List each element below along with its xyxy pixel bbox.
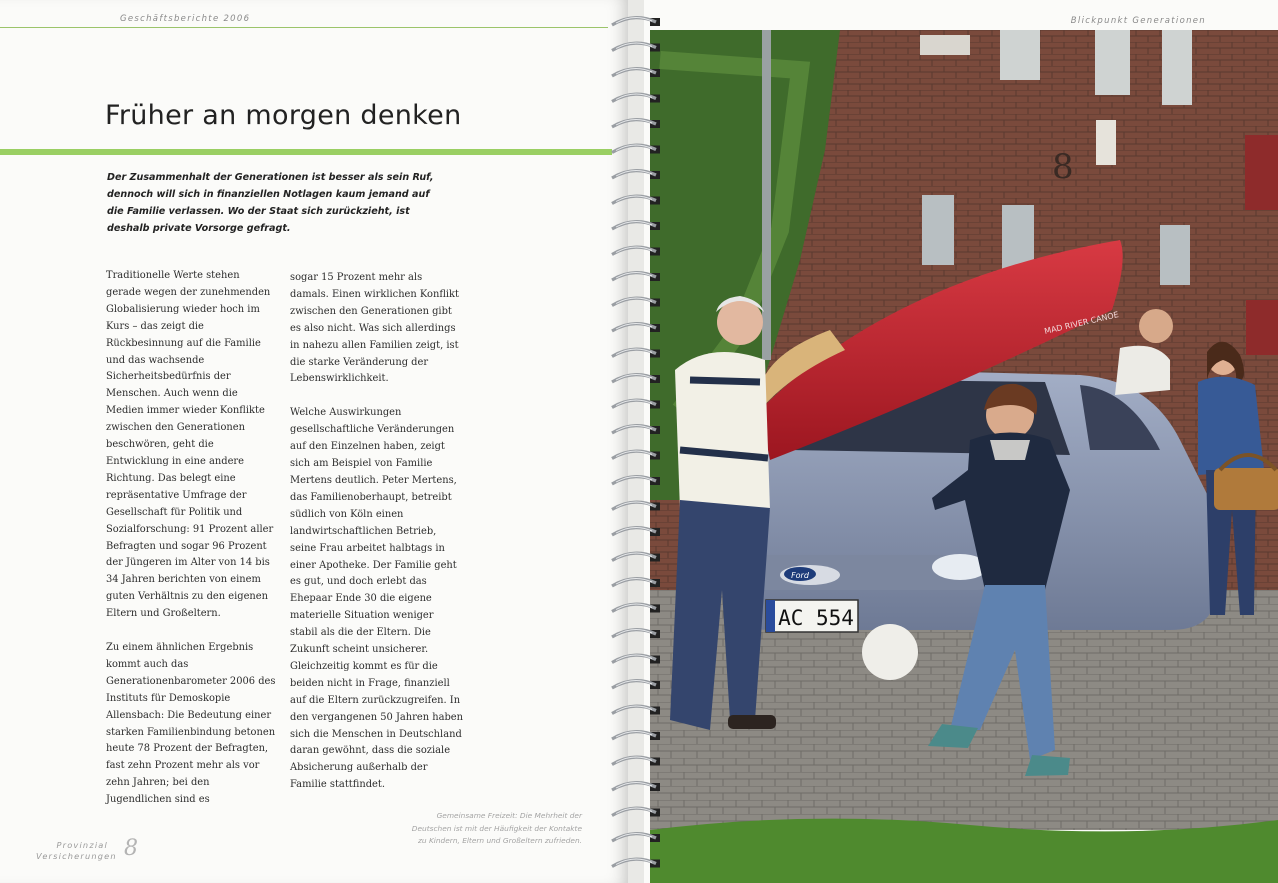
lead-paragraph: Der Zusammenhalt der Generationen ist besser als sein Ruf, dennoch will sich in finanziellen Notlagen kaum jemand auf die Familie verlassen. Wo der Staat sich zurückzieht, ist deshalb private Vorsorge gefragt.: [107, 172, 434, 234]
canoe-brand-text: MAD RIVER CANOE: [1043, 310, 1120, 336]
body-paragraph: sogar 15 Prozent mehr als damals. Einen wirklichen Konflikt zwischen den Generationen gibt es also nicht. Was sich allerdings in nahezu allen Familien zeigt, ist die starke Veränderung der Lebenswirklichkeit.: [290, 272, 460, 385]
car-badge: Ford: [791, 571, 809, 580]
text-column-1: [106, 268, 276, 826]
ball: [862, 624, 918, 680]
body-paragraph: Welche Auswirkungen gesellschaftliche Veränderungen auf den Einzelnen haben, zeigt sich am Beispiel von Familie Mertens deutlich. Peter Mertens, das Familienoberhaupt, betreibt südlich von Köln einen landwirtschaftlichen Betrieb, seine Frau arbeitet halbtags in einer Apotheke. Der Familie geht es gut, und doch erlebt das Ehepaar Ende 30 die eigene materielle Situation weniger stabil als die der Eltern. Die Zukunft scheint unsicherer. Gleichzeitig kommt es für die beiden nicht in Frage, finanziell auf die Eltern zurückzugreifen. In den vergangenen 50 Jahren haben sich die Menschen in Deutschland daran gewöhnt, dass die soziale Absicherung außerhalb der Familie stattfindet.: [290, 407, 463, 791]
brand-line-1: Provinzial: [56, 840, 108, 850]
spiral-binding: [604, 10, 666, 880]
left-page: [0, 0, 628, 883]
publisher-brand: [36, 840, 117, 862]
header-rule: [0, 27, 608, 28]
photo-caption: Gemeinsame Freizeit: Die Mehrheit der Deutschen ist mit der Häufigkeit der Kontakte zu Kindern, Eltern und Großeltern zufrieden.: [411, 811, 582, 845]
page-number: 8: [124, 836, 138, 861]
brand-line-2: Versicherungen: [36, 851, 117, 861]
family-car-canoe-photo: [650, 30, 1278, 883]
body-paragraph: Traditionelle Werte stehen gerade wegen der zunehmenden Globalisierung wieder hoch im Kurs – das zeigt die Rückbesinnung auf die Familie und das wachsende Sicherheitsbedürfnis der Menschen. Auch wenn die Medien immer wieder Konflikte zwischen den Generationen beschwören, geht die Entwicklung in eine andere Richtung. Das belegt eine repräsentative Umfrage der Gesellschaft für Politik und Sozialforschung: 91 Prozent aller Befragten und sogar 96 Prozent der Jüngeren im Alter von 14 bis 34 Jahren berichten von einem guten Verhältnis zu den eigenen Eltern und Großeltern.: [106, 270, 274, 620]
title-underline: [0, 149, 612, 155]
running-header-right: Blickpunkt Generationen: [1070, 16, 1206, 26]
license-plate-text: AC 554: [778, 606, 854, 630]
body-paragraph: Zu einem ähnlichen Ergebnis kommt auch das Generationenbarometer 2006 des Instituts für Demoskopie Allensbach: Die Bedeutung einer starken Familienbindung betonen heute 78 Prozent der Befragten, fast zehn Prozent mehr als vor zehn Jahren; bei den Jugendlichen sind es: [106, 642, 276, 806]
picnic-basket: [1214, 468, 1278, 510]
house-number: 8: [1052, 147, 1074, 187]
text-column-2: [290, 270, 464, 811]
running-header-left: Geschäftsberichte 2006: [120, 14, 251, 24]
article-title: Früher an morgen denken: [105, 100, 462, 131]
